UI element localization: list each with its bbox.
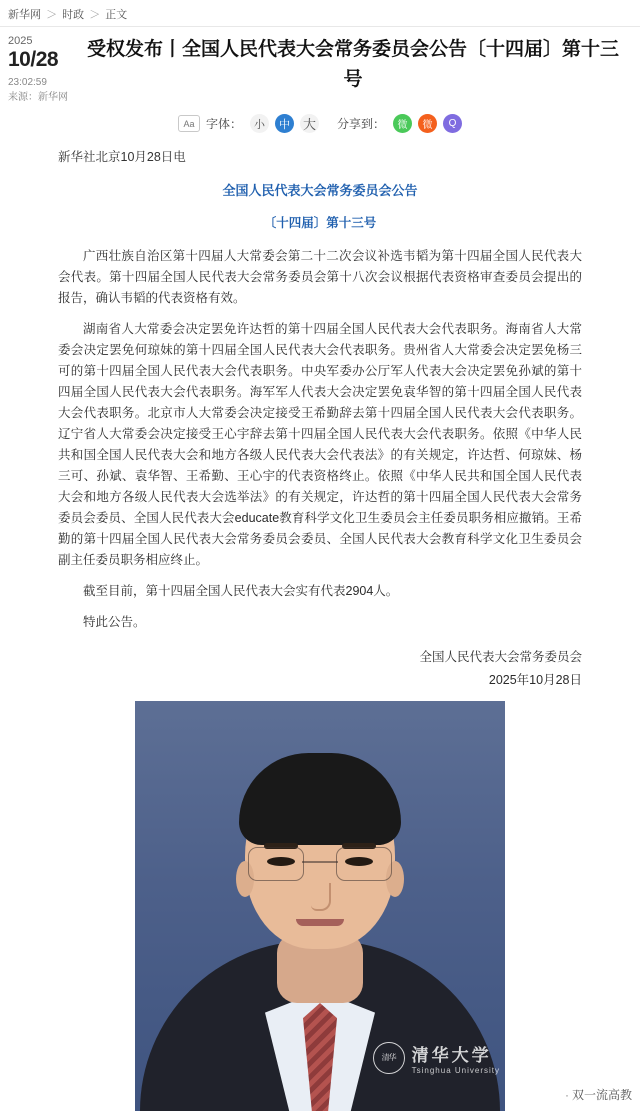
share-weibo-icon[interactable]: 微 — [418, 114, 437, 133]
font-size-small-button[interactable]: 小 — [250, 114, 269, 133]
publish-time: 23:02:59 — [8, 77, 47, 88]
portrait-glasses — [248, 847, 392, 881]
article-photo — [0, 701, 640, 1111]
breadcrumb-item-0[interactable]: 新华网 — [8, 9, 41, 21]
document-title: 全国人民代表大会常务委员会公告 — [222, 183, 418, 198]
publish-year: 2025 — [8, 35, 33, 47]
tsinghua-seal-icon: 清华 — [373, 1042, 405, 1074]
title-column — [78, 33, 630, 95]
article-dateline: 新华社北京10月28日电 — [58, 150, 186, 164]
page-title: 受权发布丨全国人民代表大会常务委员会公告〔十四届〕第十三号 — [86, 39, 619, 90]
tsinghua-watermark-en: Tsinghua University — [411, 1066, 500, 1075]
article-paragraph: 特此公告。 — [83, 615, 146, 629]
breadcrumb-separator: ＞ — [46, 9, 58, 21]
news-watermark-cn: 新闻 — [553, 1045, 578, 1059]
photo-left-margin — [0, 701, 135, 1111]
breadcrumb-item-1[interactable]: 时政 — [62, 9, 85, 21]
article-body — [0, 135, 640, 691]
article-paragraph: 截至目前，第十四届全国人民代表大会实有代表2904人。 — [83, 584, 399, 598]
portrait-mouth — [296, 919, 344, 926]
font-size-large-button[interactable]: 大 — [300, 114, 319, 133]
watermark-divider — [517, 1043, 518, 1077]
article-paragraph: 湖南省人大常委会决定罢免许达哲的第十四届全国人民代表大会代表职务。海南省人大常委会决定罢免何琼妹的第十四届全国人民代表大会代表职务。贵州省人大常委会决定罢免杨三可的第十四届全国人民代表大会代表职务。中央军委办公厅军人代表大会决定罢免孙斌的第十四届全国人民代表大会代表职务。海军军人代表大会决定罢免袁华智的第十四届全国人民代表大会代表职务。北京市人大常委会决定接受王希勤辞去第十四届全国人民代表大会代表职务。辽宁省人大常委会决定接受王心宇辞去第十四届全国人民代表大会代表职务。依照《中华人民共和国全国人民代表大会和地方各级人民代表大会代表法》的有关规定，许达哲、何琼妹、杨三可、孙斌、袁华智、王希勤、王心宇的代表资格终止。依照《中华人民共和国全国人民代表大会和地方各级人民代表大会选举法》的有关规定，许达哲的第十四届全国人民代表大会常务委员会委员、全国人民代表大会educate教育科学文化卫生委员会主任委员职务相应撤销。王希勤的第十四届全国人民代表大会常务委员会委员、全国人民代表大会教育科学文化卫生委员会副主任委员职务相应终止。 — [58, 322, 582, 567]
article-paragraph: 广西壮族自治区第十四届人大常委会第二十二次会议补选韦韬为第十四届全国人民代表大会代表。第十四届全国人民代表大会常务委员会第十八次会议根据代表资格审查委员会提出的报告，确认韦韬的代表资格有效。 — [58, 249, 582, 305]
photo-caption — [565, 1086, 632, 1103]
glasses-lens-left — [248, 847, 304, 881]
article-header — [0, 27, 640, 104]
font-size-medium-button[interactable]: 中 — [275, 114, 294, 133]
portrait-nose — [311, 883, 331, 911]
news-watermark-en: NEWS — [553, 1062, 578, 1069]
news-watermark — [553, 1045, 578, 1073]
publish-source: 来源：新华网 — [8, 92, 68, 103]
article-toolbar — [0, 114, 640, 133]
share-wechat-icon[interactable]: 微 — [393, 114, 412, 133]
share-label: 分享到： — [337, 117, 386, 131]
portrait-hair — [239, 753, 401, 845]
glasses-lens-right — [336, 847, 392, 881]
caption-text: 双一流高教 — [571, 1088, 632, 1102]
tsinghua-watermark — [373, 1041, 500, 1075]
breadcrumb-separator: ＞ — [89, 9, 101, 21]
document-signature-date: 2025年10月28日 — [488, 673, 582, 687]
font-size-icon: Aa — [178, 115, 200, 132]
breadcrumb-item-2: 正文 — [105, 9, 128, 21]
tsinghua-watermark-cn: 清华大学 — [411, 1046, 492, 1065]
publish-daymonth: 10/28 — [8, 48, 59, 71]
breadcrumb — [0, 0, 640, 27]
glasses-bridge — [302, 861, 338, 863]
share-qq-icon[interactable]: Q — [443, 114, 462, 133]
publish-meta — [8, 33, 78, 104]
font-label: 字体： — [205, 117, 242, 131]
document-signature: 全国人民代表大会常务委员会 — [419, 650, 582, 664]
document-subtitle: 〔十四届〕第十三号 — [263, 216, 377, 230]
caption-dot: · — [564, 1088, 569, 1102]
